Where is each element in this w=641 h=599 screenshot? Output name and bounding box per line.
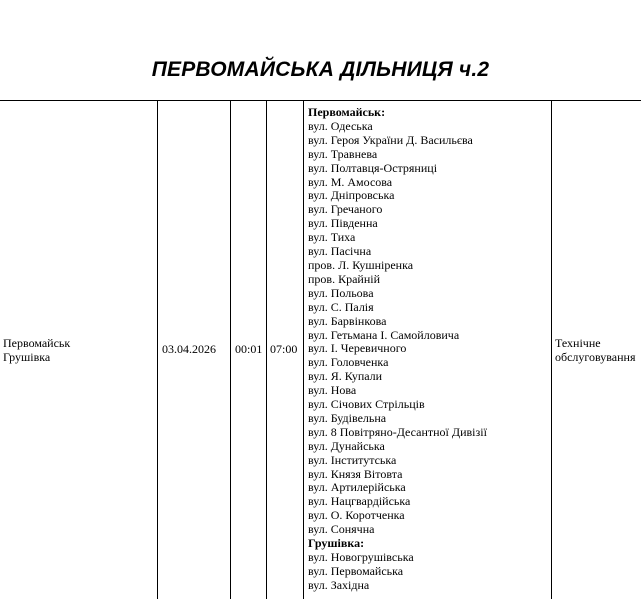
streets-list	[308, 106, 548, 593]
street-item: вул. І. Черевичного	[308, 341, 407, 356]
column-divider	[551, 101, 552, 599]
street-item: вул. Артилерійська	[308, 480, 406, 495]
street-item: вул. Західна	[308, 577, 370, 592]
column-divider	[303, 101, 304, 599]
street-item: вул. Січових Стрільців	[308, 397, 425, 412]
date-cell: 03.04.2026	[162, 342, 216, 356]
reason-cell	[555, 336, 641, 364]
street-item: пров. Л. Кушніренка	[308, 257, 414, 272]
reason-line: Технічне	[555, 336, 601, 350]
column-divider	[266, 101, 267, 599]
column-divider	[157, 101, 158, 599]
column-divider	[230, 101, 231, 599]
street-item: вул. Я. Купали	[308, 369, 383, 384]
street-item: вул. Південна	[308, 216, 378, 231]
street-item: вул. Князя Вітовта	[308, 466, 403, 481]
street-item: вул. Первомайська	[308, 563, 404, 578]
street-item: вул. Нацгвардійська	[308, 494, 411, 509]
street-item: вул. М. Амосова	[308, 174, 393, 189]
street-item: вул. Дніпровська	[308, 188, 395, 203]
time-start-cell: 00:01	[235, 342, 263, 356]
street-item: вул. Гетьмана І. Самойловича	[308, 327, 460, 342]
street-item: вул. Пасічна	[308, 244, 372, 259]
street-item: вул. Будівельна	[308, 410, 387, 425]
street-item: вул. Одеська	[308, 118, 373, 133]
street-item: вул. Полтавця-Остряниці	[308, 160, 438, 175]
settlement-group-heading: Первомайськ:	[308, 105, 386, 119]
street-item: вул. С. Палія	[308, 299, 374, 314]
street-item: вул. Гречаного	[308, 202, 383, 217]
street-item: вул. Новогрушівська	[308, 550, 414, 564]
page-title: ПЕРВОМАЙСЬКА ДІЛЬНИЦЯ ч.2	[151, 58, 490, 81]
reason-line: обслуговування	[555, 350, 636, 364]
street-item: вул. Інститутська	[308, 452, 397, 467]
street-item: вул. Травнева	[308, 146, 378, 161]
settlement-name: Первомайськ	[3, 336, 71, 350]
street-item: вул. Нова	[308, 383, 357, 398]
time-end-cell: 07:00	[270, 342, 298, 356]
street-item: вул. Сонячна	[308, 522, 375, 537]
street-item: вул. Барвінкова	[308, 313, 387, 328]
settlement-group-heading: Грушівка:	[308, 536, 365, 551]
street-item: вул. Тиха	[308, 230, 356, 245]
street-item: вул. Дунайська	[308, 438, 385, 453]
outage-table	[0, 100, 641, 599]
street-item: пров. Крайній	[308, 271, 381, 286]
settlements-cell	[3, 336, 153, 364]
street-item: вул. Головченка	[308, 355, 389, 370]
street-item: вул. 8 Повітряно-Десантної Дивізії	[308, 424, 487, 439]
settlement-name: Грушівка	[3, 350, 51, 364]
street-item: вул. Польова	[308, 285, 374, 300]
street-item: вул. Героя України Д. Васильєва	[308, 132, 473, 147]
street-item: вул. О. Коротченка	[308, 508, 405, 523]
